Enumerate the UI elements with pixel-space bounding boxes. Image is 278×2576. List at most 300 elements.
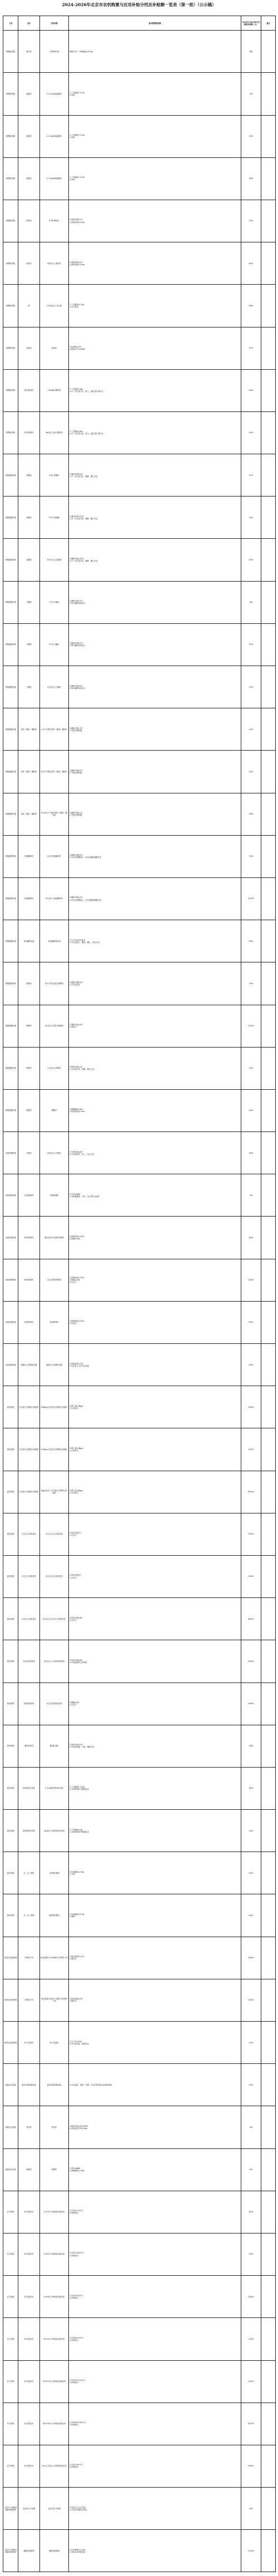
cell-grade-name: 1.5-2m单轴旋耕机 [40, 73, 69, 115]
cell-config: 1.插秧行数4-5行 2.手扶步进式 [69, 962, 241, 1005]
cell-grade-name: 1.5-2m秸秆粉碎还田机 [40, 1767, 69, 1809]
cell-grade-name: 圆草捆打捆机 [40, 1894, 69, 1937]
cell-item: 秸秆粉碎还田机 [18, 1767, 40, 1809]
cell-subsidy: 440 [241, 31, 261, 73]
table-row [3, 623, 276, 666]
cell-remark [261, 2318, 276, 2360]
cell-remark [261, 157, 276, 200]
cell-category: 种植施肥机械 [3, 581, 18, 623]
cell-remark [261, 1937, 276, 1979]
cell-config: 1.工作幅宽2.5-3m 2.单轴 [69, 157, 241, 200]
cell-item: 穴播机 [18, 666, 40, 708]
table-row [3, 2106, 276, 2148]
cell-grade-name: 4-5铲深松机 [40, 200, 69, 242]
cell-grade-name: 2-3行气吸式单粒（精密）播种机 [40, 708, 69, 751]
cell-config: 1.撒施幅宽≥6m 2.料箱容积≥0.3m³ [69, 1089, 241, 1131]
table-row [3, 1386, 276, 1428]
cell-grade-name: 4行及以上中耕机 [40, 1132, 69, 1174]
cell-subsidy: 6000 [241, 1894, 261, 1937]
cell-category: 种植施肥机械 [3, 877, 18, 920]
cell-category: 设施农业设备 [3, 2064, 18, 2106]
cell-grade-name: 2行自走式玉米收获机 [40, 1513, 69, 1555]
cell-subsidy: 22000 [241, 2318, 261, 2360]
cell-subsidy: 60000 [241, 1682, 261, 1725]
table-row [3, 200, 276, 242]
cell-remark [261, 1555, 276, 1597]
cell-config: 1.收获行数≥4行 2.可直接收获玉米籽粒 [69, 1640, 241, 1682]
cell-config: 1.播种行数≥6行 2.气吸式排种器 [69, 793, 241, 835]
cell-item: 轮式拖拉机 [18, 2318, 40, 2360]
cell-subsidy: 9000 [241, 2064, 261, 2106]
cell-grade-name: 4-5行免耕播种机 [40, 835, 69, 877]
cell-item: 条播机 [18, 497, 40, 539]
cell-remark [261, 1682, 276, 1725]
cell-grade-name: 农业用北斗终端 [40, 2488, 69, 2530]
cell-item: 辅助驾驶系统 [18, 2530, 40, 2572]
cell-remark [261, 2530, 276, 2572]
cell-subsidy: 31000 [241, 1428, 261, 1471]
cell-config: 1.功率100-120马力 2.四轮驱动 [69, 2360, 241, 2403]
cell-subsidy: 60000 [241, 2445, 261, 2487]
table-row [3, 327, 276, 369]
table-row [3, 2148, 276, 2191]
cell-subsidy: 1400 [241, 1725, 261, 1767]
table-row [3, 1767, 276, 1809]
cell-item: 秸秆粉碎还田机 [18, 1810, 40, 1852]
cell-category: 种植施肥机械 [3, 751, 18, 793]
cell-category: 耕整地机械 [3, 369, 18, 411]
table-row [3, 1089, 276, 1131]
cell-item: 穴播机 [18, 581, 40, 623]
cell-category: 农用北斗终端及辅助驾驶系统 [3, 2488, 18, 2530]
cell-category: 农用北斗终端及辅助驾驶系统 [3, 2530, 18, 2572]
cell-item: 自走式玉米收获机 [18, 1598, 40, 1640]
cell-subsidy: 4500 [241, 1217, 261, 1259]
cell-category: 收获后处理机械 [3, 1937, 18, 1979]
cell-category: 种植施肥机械 [3, 1047, 18, 1089]
cell-remark [261, 327, 276, 369]
cell-subsidy: 2200 [241, 1047, 261, 1089]
cell-grade-name: 2-2.5m单轴旋耕机 [40, 115, 69, 157]
cell-item: 自走轮式谷物联合收割机 [18, 1428, 40, 1471]
table-row [3, 1344, 276, 1386]
cell-remark [261, 708, 276, 751]
cell-subsidy: 14000 [241, 2276, 261, 2318]
cell-item: 插秧机 [18, 962, 40, 1005]
cell-category: 耕整地机械 [3, 73, 18, 115]
cell-config: 1.播种行数9-15行 2.可一次完成开沟、播种、覆土作业 [69, 497, 241, 539]
cell-subsidy: 30000 [241, 1979, 261, 2021]
cell-grade-name: 6行及以上气吸式单粒（精密）播种机 [40, 793, 69, 835]
cell-grade-name: 4行及以上自走式玉米收获机 [40, 1598, 69, 1640]
cell-item: 自走式玉米收获机 [18, 1513, 40, 1555]
cell-item: 轮式拖拉机 [18, 2233, 40, 2275]
cell-category: 动力机械 [3, 2191, 18, 2233]
table-row [3, 2318, 276, 2360]
table-row [3, 835, 276, 877]
cell-remark [261, 920, 276, 962]
table-row [3, 1217, 276, 1259]
cell-category: 收获机械 [3, 1555, 18, 1597]
cell-subsidy: 8000 [241, 1852, 261, 1894]
cell-subsidy: 900 [241, 2106, 261, 2148]
table-row [3, 1979, 276, 2021]
cell-subsidy: 6400 [241, 285, 261, 327]
cell-subsidy: 3700 [241, 666, 261, 708]
cell-remark [261, 1301, 276, 1343]
cell-item: 育苗播种设备 [18, 920, 40, 962]
cell-subsidy: 45000 [241, 1471, 261, 1513]
cell-grade-name: 4行及以上玉米籽粒收获机 [40, 1640, 69, 1682]
cell-subsidy: 5300 [241, 751, 261, 793]
cell-config: 1.工作幅宽2-2.5m 2.单轴 [69, 115, 241, 157]
cell-category: 耕整地机械 [3, 31, 18, 73]
cell-config: 1.功率≥4kW 2.可配置旋耕、开沟、培土等作业部件 [69, 1174, 241, 1217]
subsidy-table [3, 16, 276, 2572]
cell-subsidy: 6000 [241, 1301, 261, 1343]
cell-config: 1.药箱容积≥200L 2.风送式 [69, 1301, 241, 1343]
table-row [3, 1725, 276, 1767]
cell-item: 起垄机 [18, 327, 40, 369]
cell-item: 穴播机 [18, 623, 40, 666]
cell-config: 1.播种行数2-3行 2.每行播种单体独立 [69, 581, 241, 623]
cell-config: 1.功率30-40马力 2.四轮驱动 [69, 2233, 241, 2275]
cell-category: 收获机械 [3, 1894, 18, 1937]
cell-category: 设施农业设备 [3, 2106, 18, 2148]
cell-item: 种子清选机 [18, 2022, 40, 2064]
cell-subsidy: 1900 [241, 623, 261, 666]
cell-grade-name: 6行及以上免耕播种机 [40, 877, 69, 920]
cell-grade-name: 种子清选机 [40, 2022, 69, 2064]
cell-item: 深松机 [18, 242, 40, 285]
cell-subsidy: 28000 [241, 1259, 261, 1301]
cell-subsidy: 6000 [241, 369, 261, 411]
cell-grade-name: 4m及以上联合整地机 [40, 411, 69, 454]
document-title: 2024-2026年北京市农机购置与应用补贴分档及补贴额一览表（第一批）（公示稿） [62, 2, 216, 7]
table-row [3, 539, 276, 581]
cell-item: 自走轮式谷物联合收割机 [18, 1471, 40, 1513]
cell-config: 1.生产率≥1t/h 2.可完成风选、筛选作业 [69, 2022, 241, 2064]
cell-remark [261, 454, 276, 497]
cell-subsidy: 2500 [241, 497, 261, 539]
header-grade-name: 分档名称 [40, 16, 69, 31]
cell-category: 种植施肥机械 [3, 835, 18, 877]
cell-config: 1.可对温度、湿度、光照、CO₂浓度等进行监测和调控 [69, 2064, 241, 2106]
cell-subsidy: 12000 [241, 2530, 261, 2572]
cell-item: 喷杆喷雾机 [18, 1217, 40, 1259]
cell-grade-name: 育苗播种流水线 [40, 920, 69, 962]
cell-remark [261, 31, 276, 73]
table-row [3, 73, 276, 115]
table-row [3, 708, 276, 751]
cell-subsidy: 900 [241, 1174, 261, 1217]
cell-remark [261, 2022, 276, 2064]
cell-remark [261, 369, 276, 411]
cell-config: 1.收获行数3行 2.自走式 [69, 1555, 241, 1597]
cell-remark [261, 1640, 276, 1682]
cell-remark [261, 539, 276, 581]
cell-category: 耕整地机械 [3, 200, 18, 242]
cell-config: 1.割幅≥2m 2.自走式 [69, 1682, 241, 1725]
cell-item: 中耕机 [18, 1132, 40, 1174]
cell-config: 1.起垄数≥1垄 2.配套动力≥20kW [69, 327, 241, 369]
cell-category: 收获后处理机械 [3, 2022, 18, 2064]
cell-category: 耕整地机械 [3, 242, 18, 285]
cell-grade-name: 批处理量10-20t循环式谷物烘干机 [40, 1937, 69, 1979]
cell-config: 1.播种行数4-5行 2.气吸式排种器 [69, 751, 241, 793]
cell-item: 青饲料收获机 [18, 1682, 40, 1725]
cell-remark [261, 497, 276, 539]
cell-subsidy: 900 [241, 73, 261, 115]
cell-subsidy: 18000 [241, 1386, 261, 1428]
cell-item: 旋耕机 [18, 115, 40, 157]
cell-item: 轮式拖拉机 [18, 2403, 40, 2445]
cell-remark [261, 2403, 276, 2445]
cell-item: 施肥机 [18, 1089, 40, 1131]
table-row [3, 1428, 276, 1471]
header-item: 品目 [18, 16, 40, 31]
cell-remark [261, 751, 276, 793]
cell-item: 轮式拖拉机 [18, 2191, 40, 2233]
cell-subsidy: 3100 [241, 200, 261, 242]
cell-item: 免耕播种机 [18, 877, 40, 920]
cell-item: 单粒（精密）播种机 [18, 793, 40, 835]
cell-subsidy: 2900 [241, 962, 261, 1005]
cell-remark [261, 115, 276, 157]
table-row [3, 242, 276, 285]
cell-item: 旋耕机 [18, 73, 40, 115]
cell-grade-name: 200马力及以上四轮驱动拖拉机 [40, 2445, 69, 2487]
cell-remark [261, 2064, 276, 2106]
cell-item: 轮式拖拉机 [18, 2445, 40, 2487]
cell-category: 收获机械 [3, 1513, 18, 1555]
cell-config: 1.功率80-90马力 2.四轮驱动 [69, 2318, 241, 2360]
cell-grade-name: 4-6kg/s自走轮式谷物联合收割机 [40, 1386, 69, 1428]
cell-item: 微耕机 [18, 2148, 40, 2191]
cell-remark [261, 200, 276, 242]
cell-remark [261, 285, 276, 327]
cell-config: 1.功率≥200马力 2.四轮驱动 [69, 2445, 241, 2487]
cell-item: 自走轮式谷物联合收割机 [18, 1386, 40, 1428]
cell-config: 1.功率50-60马力 2.四轮驱动 [69, 2276, 241, 2318]
cell-subsidy: 1400 [241, 1132, 261, 1174]
cell-remark [261, 1513, 276, 1555]
cell-grade-name: 140-160马力四轮驱动拖拉机 [40, 2403, 69, 2445]
table-row [3, 411, 276, 454]
cell-category: 田间管理机械 [3, 1132, 18, 1174]
table-row [3, 1937, 276, 1979]
cell-remark [261, 623, 276, 666]
cell-remark [261, 1259, 276, 1301]
cell-subsidy: 42000 [241, 2403, 261, 2445]
cell-remark [261, 1174, 276, 1217]
cell-grade-name: 3行自走式玉米收获机 [40, 1555, 69, 1597]
cell-remark [261, 242, 276, 285]
cell-category: 动力机械 [3, 2403, 18, 2445]
cell-remark [261, 2488, 276, 2530]
table-row [3, 1598, 276, 1640]
cell-config: 1.批处理量≥20t 2.循环式 [69, 1979, 241, 2021]
cell-item: 条播机 [18, 454, 40, 497]
cell-item: 联合整地机 [18, 411, 40, 454]
cell-remark [261, 1005, 276, 1047]
cell-grade-name: 6行及以上乘坐式插秧机 [40, 1005, 69, 1047]
table-row [3, 157, 276, 200]
cell-grade-name: 微耕机 [40, 2148, 69, 2191]
cell-category: 种植施肥机械 [3, 793, 18, 835]
cell-subsidy: 7000 [241, 835, 261, 877]
cell-grade-name: 薯类收获机 [40, 1725, 69, 1767]
table-row [3, 369, 276, 411]
cell-remark [261, 1767, 276, 1809]
table-row [3, 497, 276, 539]
cell-config: 1.批处理量10-20t 2.循环式 [69, 1937, 241, 1979]
cell-remark [261, 1471, 276, 1513]
cell-config: 1.工作幅宽≥2.5m 2.动力驱动 [69, 285, 241, 327]
cell-subsidy: 48000 [241, 1598, 261, 1640]
cell-remark [261, 1217, 276, 1259]
cell-subsidy: 1400 [241, 157, 261, 200]
cell-remark [261, 1810, 276, 1852]
cell-config: 1.捡拾幅宽≥1.6m 2.方捆 [69, 1852, 241, 1894]
cell-config: 1.工作幅宽1.5-2m 2.可粉碎秸秆并抛撒还田 [69, 1767, 241, 1809]
table-row [3, 2064, 276, 2106]
cell-config: 1.播种行数4-8行 2.可一次完成开沟、播种、覆土作业 [69, 454, 241, 497]
cell-subsidy: 12000 [241, 877, 261, 920]
header-category: 大类 [3, 16, 18, 31]
cell-subsidy: 1100 [241, 327, 261, 369]
cell-item: 植保无人驾驶航空器 [18, 1344, 40, 1386]
cell-subsidy: 600 [241, 2148, 261, 2191]
table-row [3, 581, 276, 623]
cell-category: 动力机械 [3, 2360, 18, 2403]
cell-item: 自走式玉米收获机 [18, 1555, 40, 1597]
cell-grade-name: 2-3行穴播机 [40, 581, 69, 623]
cell-config: 1.工作幅宽≥2m 2.可粉碎秸秆并抛撒还田 [69, 1810, 241, 1852]
table-row [3, 1005, 276, 1047]
cell-item: 打（压）捆机 [18, 1852, 40, 1894]
cell-config: 1.喂入量4-6kg/s 2.自走轮式 [69, 1386, 241, 1428]
cell-remark [261, 835, 276, 877]
table-row [3, 115, 276, 157]
cell-grade-name: 6铲及以上深松机 [40, 242, 69, 285]
table-row [3, 1301, 276, 1343]
cell-subsidy: 1400 [241, 1767, 261, 1809]
cell-category: 种植施肥机械 [3, 539, 18, 581]
table-header-row [3, 16, 276, 31]
table-row [3, 793, 276, 835]
cell-category: 收获机械 [3, 1852, 18, 1894]
cell-config: 1.插秧行数≥6行 2.乘坐式 [69, 1005, 241, 1047]
cell-grade-name: 2.5-3m单轴旋耕机 [40, 157, 69, 200]
cell-remark [261, 1598, 276, 1640]
cell-config: 1.移栽行数≥2行 2.可完成开沟、栽植、覆土作业 [69, 1047, 241, 1089]
cell-grade-name: 20-30马力两轮驱动拖拉机 [40, 2191, 69, 2233]
table-row [3, 285, 276, 327]
cell-remark [261, 1725, 276, 1767]
cell-item: 风送喷雾机 [18, 1301, 40, 1343]
cell-grade-name: 温室环境控制设备 [40, 2064, 69, 2106]
cell-config: 1.播种行数≥6行 2.可在未耕整地上一次完成播种施肥作业 [69, 877, 241, 920]
cell-item: 薯类收获机 [18, 1725, 40, 1767]
cell-config: 1.喂入量6-8kg/s 2.自走轮式 [69, 1428, 241, 1471]
cell-remark [261, 581, 276, 623]
cell-subsidy: 60000 [241, 1640, 261, 1682]
cell-config: 铧数3-4个；单铧幅宽≥25cm [69, 31, 241, 73]
cell-config: 1.药箱容积≥500L 2.喷幅≥10m [69, 1217, 241, 1259]
cell-grade-name: 4-5行穴播机 [40, 623, 69, 666]
cell-grade-name: 自走式青饲料收获机 [40, 1682, 69, 1725]
table-row [3, 1471, 276, 1513]
cell-grade-name: 16行及以上条播机 [40, 539, 69, 581]
cell-grade-name: 批处理量20t及以上循环式谷物烘干机 [40, 1979, 69, 2021]
cell-subsidy: 4000 [241, 2191, 261, 2233]
cell-item: 条播机 [18, 539, 40, 581]
cell-item: 单粒（精密）播种机 [18, 708, 40, 751]
cell-item: 打（压）捆机 [18, 1894, 40, 1937]
cell-subsidy: 2600 [241, 1089, 261, 1131]
table-row [3, 31, 276, 73]
table-row [3, 2276, 276, 2318]
cell-grade-name: 6行及以上穴播机 [40, 666, 69, 708]
cell-category: 收获机械 [3, 1428, 18, 1471]
cell-subsidy: 3000 [241, 708, 261, 751]
table-row [3, 920, 276, 962]
cell-item: 深松机 [18, 200, 40, 242]
cell-subsidy: 3200 [241, 2022, 261, 2064]
cell-config: 1.捡拾幅宽≥1.5m 2.圆捆 [69, 1894, 241, 1937]
cell-subsidy: 4300 [241, 539, 261, 581]
cell-category: 种植施肥机械 [3, 962, 18, 1005]
cell-item: 轮式拖拉机 [18, 2276, 40, 2318]
cell-config: 1.功率≥4kW 2.旋耕幅宽≥0.6m [69, 2148, 241, 2191]
cell-subsidy: 800 [241, 2488, 261, 2530]
cell-grade-name: 3-4铧铧式犁 [40, 31, 69, 73]
cell-grade-name: 3-4m联合整地机 [40, 369, 69, 411]
cell-config: 1.播种行数≥16行 2.可一次完成开沟、播种、覆土作业 [69, 539, 241, 581]
cell-config: 1.喂入量≥8kg/s 2.自走轮式 [69, 1471, 241, 1513]
table-row [3, 666, 276, 708]
cell-config: 1.工作幅宽1.5-2m 2.单轴 [69, 73, 241, 115]
table-row [3, 1894, 276, 1937]
cell-item: 卷帘机 [18, 2106, 40, 2148]
cell-remark [261, 1979, 276, 2021]
cell-category: 动力机械 [3, 2445, 18, 2487]
cell-grade-name: 4-5行气吸式单粒（精密）播种机 [40, 751, 69, 793]
cell-remark [261, 962, 276, 1005]
cell-grade-name: 植保无人驾驶航空器 [40, 1344, 69, 1386]
cell-remark [261, 2106, 276, 2148]
table-row [3, 1682, 276, 1725]
cell-config: 1.工作幅宽3-4m 2.可一次完成灭茬、碎土、镇压等多项作业 [69, 369, 241, 411]
table-row [3, 962, 276, 1005]
cell-config: 1.定位精度±2.5cm 2.具备自动驾驶功能 [69, 2530, 241, 2572]
cell-config: 1.药箱容积≥700L 2.喷幅≥12m 3.自走式 [69, 1259, 241, 1301]
cell-remark [261, 1852, 276, 1894]
cell-remark [261, 2360, 276, 2403]
cell-remark [261, 1386, 276, 1428]
cell-subsidy: 11000 [241, 1005, 261, 1047]
cell-config: 1.生产率≥200盘/h 2.可完成铺土、播种、覆土、洒水作业 [69, 920, 241, 962]
table-row [3, 1174, 276, 1217]
cell-subsidy: 18000 [241, 1937, 261, 1979]
cell-config: 1.输出转矩≥3000N·m 2.适用温室长度≥50m [69, 2106, 241, 2148]
cell-grade-name: 100-120马力四轮驱动拖拉机 [40, 2360, 69, 2403]
cell-remark [261, 793, 276, 835]
cell-subsidy: 8000 [241, 1344, 261, 1386]
cell-grade-name: 田园管理机 [40, 1174, 69, 1217]
cell-grade-name: 30-40马力四轮驱动拖拉机 [40, 2233, 69, 2275]
